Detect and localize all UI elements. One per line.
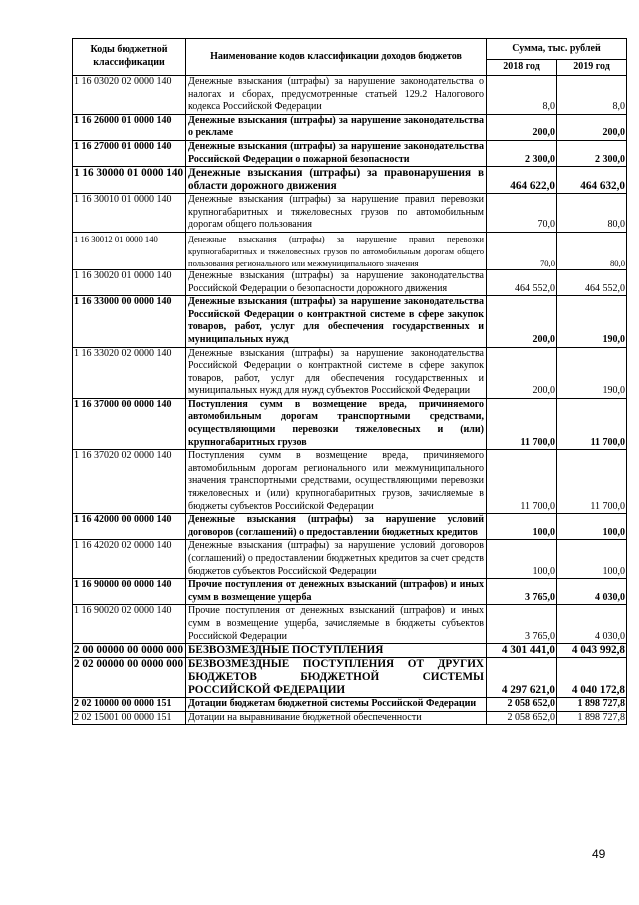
- amount-2018-cell: 100,0: [487, 540, 557, 579]
- amount-2018-cell: 2 058 652,0: [487, 711, 557, 725]
- amount-2019-cell: 4 043 992,8: [557, 644, 627, 658]
- amount-2018-cell: 4 297 621,0: [487, 658, 557, 698]
- income-name-cell: БЕЗВОЗМЕЗДНЫЕ ПОСТУПЛЕНИЯ: [186, 644, 487, 658]
- amount-2019-cell: 190,0: [557, 347, 627, 398]
- header-name: Наименование кодов классификации доходов бюджетов: [186, 39, 487, 76]
- budget-code-cell: 1 16 30020 01 0000 140: [73, 269, 186, 295]
- income-name-cell: Денежные взыскания (штрафы) за нарушение правил перевозки крупногабаритных и тяжеловесных грузов по автомобильным дорогам общего пользования регионального или межмуниципального значения: [186, 232, 487, 269]
- budget-code-cell: 1 16 33000 00 0000 140: [73, 296, 186, 347]
- amount-2019-cell: 4 040 172,8: [557, 658, 627, 698]
- amount-2018-cell: 70,0: [487, 232, 557, 269]
- header-year-2019: 2019 год: [557, 60, 627, 76]
- budget-code-cell: 2 02 10000 00 0000 151: [73, 698, 186, 712]
- income-name-cell: Денежные взыскания (штрафы) за правонарушения в области дорожного движения: [186, 167, 487, 194]
- amount-2019-cell: 464 552,0: [557, 269, 627, 295]
- table-row: [73, 347, 627, 398]
- budget-code-cell: 1 16 37000 00 0000 140: [73, 398, 186, 449]
- table-row: [73, 269, 627, 295]
- amount-2018-cell: 200,0: [487, 114, 557, 140]
- table-row: [73, 540, 627, 579]
- amount-2018-cell: 200,0: [487, 347, 557, 398]
- budget-code-cell: 1 16 30000 01 0000 140: [73, 167, 186, 194]
- income-name-cell: Денежные взыскания (штрафы) за нарушение условий договоров (соглашений) о предоставлении бюджетных кредитов за счет средств бюджетов субъектов Российской Федерации: [186, 540, 487, 579]
- amount-2018-cell: 3 765,0: [487, 605, 557, 644]
- income-name-cell: Денежные взыскания (штрафы) за нарушение законодательства о налогах и сборах, предусмотренные статьей 129.2 Налогового кодекса Российской Федерации: [186, 76, 487, 115]
- budget-code-cell: 2 00 00000 00 0000 000: [73, 644, 186, 658]
- amount-2018-cell: 4 301 441,0: [487, 644, 557, 658]
- income-name-cell: Денежные взыскания (штрафы) за нарушение законодательства Российской Федерации о контрактной системе в сфере закупок товаров, работ, услуг для обеспечения государственных и муниципальных нужд: [186, 296, 487, 347]
- table-row: [73, 514, 627, 540]
- budget-code-cell: 2 02 15001 00 0000 151: [73, 711, 186, 725]
- amount-2019-cell: 200,0: [557, 114, 627, 140]
- budget-code-cell: 1 16 30010 01 0000 140: [73, 194, 186, 233]
- income-name-cell: Денежные взыскания (штрафы) за нарушение условий договоров (соглашений) о предоставлении бюджетных кредитов: [186, 514, 487, 540]
- amount-2018-cell: 100,0: [487, 514, 557, 540]
- budget-code-cell: 1 16 90000 00 0000 140: [73, 579, 186, 605]
- amount-2019-cell: 4 030,0: [557, 605, 627, 644]
- budget-code-cell: 1 16 33020 02 0000 140: [73, 347, 186, 398]
- header-year-2018: 2018 год: [487, 60, 557, 76]
- income-name-cell: Дотации бюджетам бюджетной системы Российской Федерации: [186, 698, 487, 712]
- amount-2018-cell: 8,0: [487, 76, 557, 115]
- table-row: [73, 296, 627, 347]
- budget-code-cell: 1 16 27000 01 0000 140: [73, 140, 186, 166]
- budget-code-cell: 1 16 37020 02 0000 140: [73, 450, 186, 514]
- income-name-cell: Поступления сумм в возмещение вреда, причиняемого автомобильным дорогам транспортными средствами, осуществляющими перевозки тяжеловесных и (или) крупногабаритных грузов: [186, 398, 487, 449]
- amount-2019-cell: 11 700,0: [557, 398, 627, 449]
- table-row: [73, 194, 627, 233]
- header-codes: Коды бюджетной классификации: [73, 39, 186, 76]
- budget-code-cell: 1 16 30012 01 0000 140: [73, 232, 186, 269]
- amount-2018-cell: 3 765,0: [487, 579, 557, 605]
- table-row: [73, 605, 627, 644]
- amount-2018-cell: 200,0: [487, 296, 557, 347]
- page-number: 49: [592, 847, 606, 861]
- amount-2018-cell: 70,0: [487, 194, 557, 233]
- table-row: [73, 658, 627, 698]
- budget-code-cell: 1 16 42000 00 0000 140: [73, 514, 186, 540]
- amount-2019-cell: 11 700,0: [557, 450, 627, 514]
- table-row: [73, 232, 627, 269]
- amount-2019-cell: 80,0: [557, 232, 627, 269]
- amount-2018-cell: 464 622,0: [487, 167, 557, 194]
- amount-2019-cell: 464 632,0: [557, 167, 627, 194]
- amount-2019-cell: 1 898 727,8: [557, 698, 627, 712]
- amount-2019-cell: 8,0: [557, 76, 627, 115]
- budget-code-cell: 2 02 00000 00 0000 000: [73, 658, 186, 698]
- table-row: [73, 579, 627, 605]
- table-row: [73, 698, 627, 712]
- table-body: [73, 76, 627, 725]
- amount-2018-cell: 2 300,0: [487, 140, 557, 166]
- table-row: [73, 398, 627, 449]
- amount-2019-cell: 1 898 727,8: [557, 711, 627, 725]
- amount-2019-cell: 80,0: [557, 194, 627, 233]
- budget-code-cell: 1 16 42020 02 0000 140: [73, 540, 186, 579]
- income-name-cell: Денежные взыскания (штрафы) за нарушение законодательства о рекламе: [186, 114, 487, 140]
- income-name-cell: Денежные взыскания (штрафы) за нарушение законодательства Российской Федерации о пожарной безопасности: [186, 140, 487, 166]
- income-name-cell: Дотации на выравнивание бюджетной обеспеченности: [186, 711, 487, 725]
- amount-2018-cell: 464 552,0: [487, 269, 557, 295]
- amount-2018-cell: 2 058 652,0: [487, 698, 557, 712]
- income-name-cell: Поступления сумм в возмещение вреда, причиняемого автомобильным дорогам регионального или межмуниципального значения транспортными средствами, осуществляющими перевозки тяжеловесных и (или) крупногабаритных грузов, зачисляемые в бюджеты субъектов Российской Федерации: [186, 450, 487, 514]
- income-name-cell: Денежные взыскания (штрафы) за нарушение законодательства Российской Федерации о контрактной системе в сфере закупок товаров, работ, услуг для обеспечения государственных и муниципальных нужд для нужд субъектов Российской Федерации: [186, 347, 487, 398]
- table-row: [73, 711, 627, 725]
- table-row: [73, 167, 627, 194]
- table-row: [73, 140, 627, 166]
- income-name-cell: Прочие поступления от денежных взысканий (штрафов) и иных сумм в возмещение ущерба, зачисляемые в бюджеты субъектов Российской Федерации: [186, 605, 487, 644]
- amount-2018-cell: 11 700,0: [487, 398, 557, 449]
- income-name-cell: Денежные взыскания (штрафы) за нарушение правил перевозки крупногабаритных и тяжеловесных грузов по автомобильным дорогам общего пользования: [186, 194, 487, 233]
- amount-2019-cell: 190,0: [557, 296, 627, 347]
- amount-2019-cell: 4 030,0: [557, 579, 627, 605]
- table-row: [73, 114, 627, 140]
- table-row: [73, 644, 627, 658]
- amount-2018-cell: 11 700,0: [487, 450, 557, 514]
- income-name-cell: БЕЗВОЗМЕЗДНЫЕ ПОСТУПЛЕНИЯ ОТ ДРУГИХ БЮДЖЕТОВ БЮДЖЕТНОЙ СИСТЕМЫ РОССИЙСКОЙ ФЕДЕРАЦИИ: [186, 658, 487, 698]
- budget-code-cell: 1 16 90020 02 0000 140: [73, 605, 186, 644]
- table-row: [73, 76, 627, 115]
- budget-code-cell: 1 16 03020 02 0000 140: [73, 76, 186, 115]
- budget-code-cell: 1 16 26000 01 0000 140: [73, 114, 186, 140]
- header-sum: Сумма, тыс. рублей: [487, 39, 627, 60]
- income-name-cell: Прочие поступления от денежных взысканий (штрафов) и иных сумм в возмещение ущерба: [186, 579, 487, 605]
- amount-2019-cell: 100,0: [557, 514, 627, 540]
- amount-2019-cell: 100,0: [557, 540, 627, 579]
- amount-2019-cell: 2 300,0: [557, 140, 627, 166]
- income-name-cell: Денежные взыскания (штрафы) за нарушение законодательства Российской Федерации о безопасности дорожного движения: [186, 269, 487, 295]
- table-row: [73, 450, 627, 514]
- revenue-table: [72, 38, 627, 725]
